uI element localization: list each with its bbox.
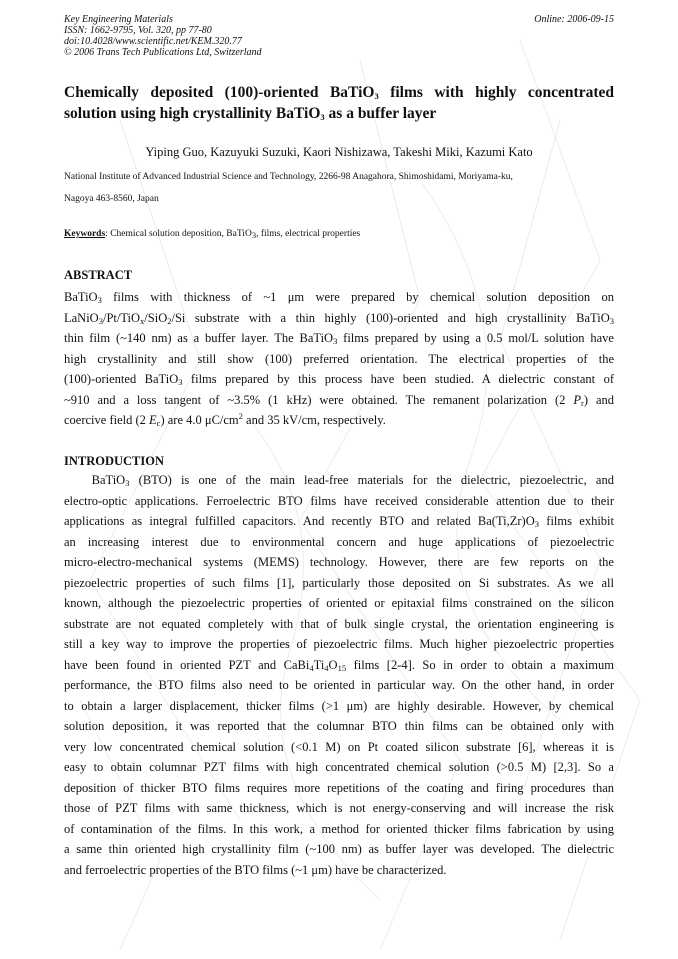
doi-line: doi:10.4028/www.scientific.net/KEM.320.77 [64, 36, 242, 47]
author-list: Yiping Guo, Kazuyuki Suzuki, Kaori Nishizawa, Takeshi Miki, Kazumi Kato [145, 145, 533, 159]
affiliation [64, 166, 614, 210]
text-line: BaTiO$_3$ films with thickness of ~1 μm were prepared by chemical solution deposition on [64, 290, 614, 305]
text-line: known, although the piezoelectric properties of oriented or epitaxial films constrained on the silicon [64, 596, 614, 610]
title-subscript: 3 [320, 112, 325, 122]
keywords-text: Chemical solution deposition, BaTiO [107, 229, 252, 239]
text-line: deposition of thicker BTO films requires more repetitions of the coating and firing procedures than [64, 780, 614, 795]
text-line: ~910 and a loss tangent of ~3.5% (1 kHz) were obtained. The remanent polarization (2 $P_r$) and [64, 392, 614, 408]
title-text: as a buffer layer [324, 105, 437, 122]
keywords-subscript: 3 [251, 230, 257, 240]
text-line: performance, the BTO films also need to be oriented in particular way. On the other hand, in order [64, 678, 614, 692]
introduction-body [64, 470, 614, 880]
introduction-heading: INTRODUCTION [64, 454, 165, 468]
text-line: high crystallinity and still show (100) preferred orientation. The electrical properties of the [64, 351, 614, 366]
text-line: (100)-oriented BaTiO$_3$ films prepared by this process have been studied. A dielectric constant of [64, 372, 614, 387]
text-line: an increasing interest due to environmental concern and huge applications of piezoelectric [64, 534, 614, 549]
keywords-colon: : [105, 229, 108, 239]
text-line: a same thin oriented high crystallinity film (~100 nm) as buffer layer was developed. The dielectric [64, 842, 614, 856]
text-line: have been found in oriented PZT and $CaBi_4Ti_4O_{15}$ films [2-4]. So in order to obtain a maximum [64, 657, 614, 673]
affiliation-line: National Institute of Advanced Industrial Science and Technology, 2266-98 Anagahora, Shimoshidami, Moriyama-ku, [64, 172, 513, 182]
copyright-line: © 2006 Trans Tech Publications Ltd, Switzerland [64, 47, 262, 58]
text-line: applications as integral fulfilled capacitors. And recently BTO and related $Ba(Ti,Zr)O_3$ films exhibit [64, 514, 614, 529]
text-line: and ferroelectric properties of the BTO films (~1 μm) have be characterized. [64, 862, 447, 877]
keywords-text: , films, electrical properties [256, 229, 361, 239]
title-text: films with highly concentrated solution using high crystallinity BaTiO [64, 84, 614, 122]
journal-header [64, 14, 262, 58]
text-line: still a key way to improve the properties of piezoelectric films. Much higher piezoelectric properties [64, 637, 614, 651]
keywords [64, 229, 360, 239]
text-line: thin film (~140 nm) as a buffer layer. The BaTiO$_3$ films prepared by using a 0.5 mol/L solution have [64, 331, 614, 346]
text-line: micro-electro-mechanical systems (MEMS) technology. However, there are few reports on the [64, 555, 614, 569]
text-line: BaTiO$_3$ (BTO) is one of the main lead-free materials for the dielectric, piezoelectric, and [64, 473, 614, 488]
title-subscript: 3 [374, 91, 379, 101]
text-line: very low concentrated chemical solution (<0.1 M) on Pt coated silicon substrate [6], whereas it is [64, 739, 614, 754]
keywords-label: Keywords [64, 229, 106, 239]
text-line: to obtain a larger displacement, thicker films (>1 μm) are highly desirable. However, by chemical [64, 698, 614, 713]
affiliation-line: Nagoya 463-8560, Japan [64, 194, 159, 204]
text-line: solution deposition, it was reported that the columnar BTO thin films can be obtained only with [64, 719, 614, 733]
title-text: Chemically deposited (100)-oriented BaTiO [64, 84, 375, 101]
text-line: piezoelectric properties of such films [1], particularly those deposited on Si substrates. As we all [64, 575, 614, 590]
abstract-body [64, 287, 614, 431]
online-date: Online: 2006-09-15 [534, 14, 614, 25]
text-line: easy to obtain columnar PZT films with high concentrated chemical solution (>0.5 M) [2,3]. So a [64, 760, 614, 774]
text-line: substrate are not equated completely with that of bulk single crystal, the orientation engineering is [64, 616, 614, 631]
abstract-heading: ABSTRACT [64, 268, 133, 282]
journal-name: Key Engineering Materials [64, 14, 173, 25]
issn-line: ISSN: 1662-9795, Vol. 320, pp 77-80 [64, 25, 212, 36]
text-line: of contamination of the films. In this work, a method for oriented thicker films fabrication by using [64, 821, 614, 836]
text-line: those of PZT films with same thickness, which is not energy-conserving and will increase the risk [64, 801, 614, 815]
paper-title [64, 82, 614, 124]
text-line: LaNiO$_3$/Pt/TiO$_x$/SiO$_2$/Si substrate with a thin highly (100)-oriented and high crystallinity BaTiO$_3$ [64, 310, 614, 326]
text-line: coercive field (2 $E_c$) are 4.0 $\mu C/cm^2$ and 35 kV/cm, respectively. [64, 411, 386, 428]
text-line: electro-optic applications. Ferroelectric BTO films have received considerable attention due to their [64, 493, 614, 508]
